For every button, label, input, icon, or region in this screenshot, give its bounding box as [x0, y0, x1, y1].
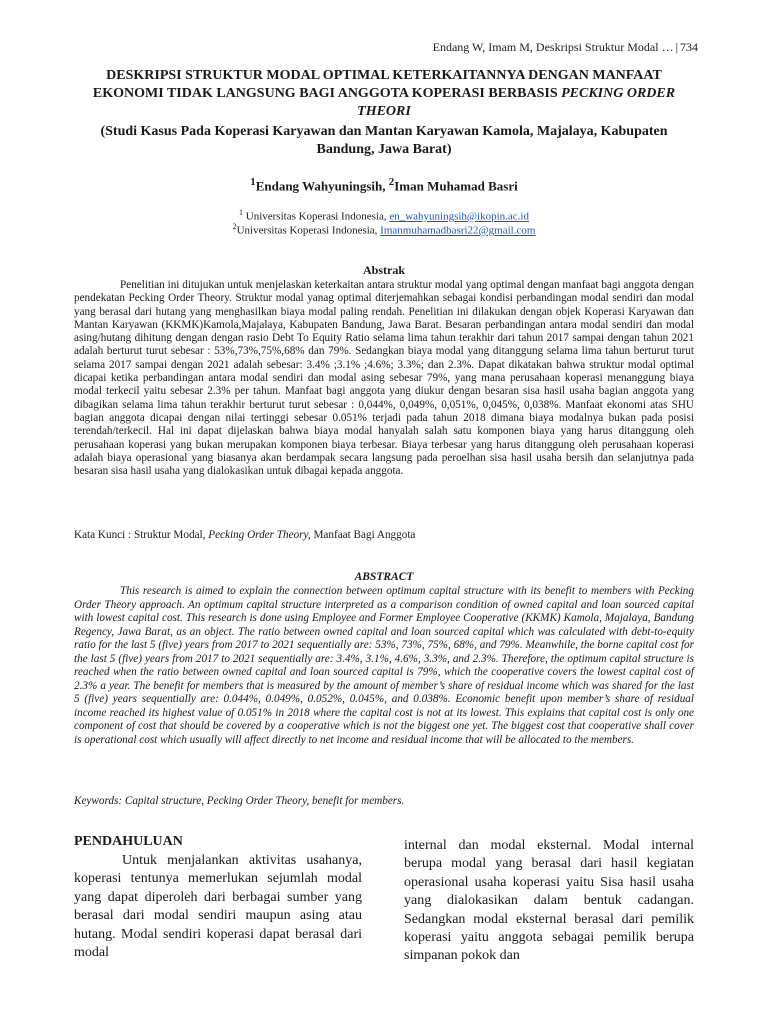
kata-kunci-italic: Pecking Order Theory, [208, 529, 311, 541]
author-1-marker: 1 [250, 176, 256, 188]
author-2-name: Iman Muhamad Basri [394, 178, 518, 194]
keywords-line: Keywords: Capital structure, Pecking Order Theory, benefit for members. [74, 795, 405, 807]
right-column-text: internal dan modal eksternal. Modal internal berupa modal yang berasal dari hasil kegiatan operasional usaha koperasi yaitu Sisa hasil usaha yang dialokasikan dalam bentuk cadangan. Sedangkan modal eksternal berasal dari pemilik koperasi yaitu anggota sebagai pemilik berupa simpanan pokok dan [404, 838, 694, 964]
affiliation-2 [78, 220, 690, 238]
running-header [433, 40, 698, 55]
author-2-marker: 2 [388, 176, 395, 188]
affiliation-1-institution: Universitas Koperasi Indonesia, [243, 210, 390, 223]
kata-kunci-part2: Manfaat Bagi Anggota [310, 529, 416, 541]
author-line [78, 176, 690, 194]
abstract-body: This research is aimed to explain the connection between optimum capital structure with its benefit to members with Pecking Order Theory approach. An optimum capital structure interpreted as a comparison condition of owned capital and loan sourced capital with lowest capital cost. This research is done using Employee and Former Employee Cooperative (KKMK) Kamola, Majalaya, Bandung Regency, Jawa Barat, as an object. The ratio between owned capital and loan sourced capital which was calculated with debt-to-equity ratio for the last 5 (five) years from 2017 to 2021 sequentially are: 53%, 73%, 75%, 68%, and 79%. Meanwhile, the borne capital cost for the last 5 (five) years from 2017 to 2021 sequentially are: 3.4%, 3.1%, 4.6%, 3.3%, and 2.3%. Therefore, the optimum capital structure is reached when the ratio between owned capital and loan sourced capital is 79%, which the cooperative covers the lowest capital cost of 2.3% a year. The benefit for members that is measured by the amount of member’s share of residual income which was shared for the last 5 (five) years sequentially are: 0.044%, 0.049%, 0.052%, 0.045%, and 0.038%. Economic benefit upon member’s share of residual income reached its highest value of 0.051% in 2018 where the capital cost is not at its lowest. This explains that capital cost is only one component of cost that should be covered by a cooperative which is not the biggest one yet. The biggest cost that cooperative shall cover is operational cost which usually will affect directly to net income and residual income that will be allocated to the members. [74, 585, 694, 746]
affiliation-2-marker: 2 [232, 222, 237, 231]
section-heading: PENDAHULUAN [74, 834, 183, 849]
paper-title [78, 67, 690, 121]
kata-kunci-part1: Struktur Modal, [133, 529, 209, 541]
author-1-name: Endang Wahyuningsih, [255, 178, 389, 194]
affiliation-1-marker: 1 [239, 208, 243, 217]
title-italic: PECKING ORDER THEORI [357, 86, 676, 119]
kata-kunci-label: Kata Kunci : [74, 529, 134, 541]
title-main: DESKRIPSI STRUKTUR MODAL OPTIMAL KETERKAITANNYA DENGAN MANFAAT EKONOMI TIDAK LANGSUNG BAGI ANGGOTA KOPERASI BERBASIS [92, 68, 662, 101]
paper-subtitle: (Studi Kasus Pada Koperasi Karyawan dan Mantan Karyawan Kamola, Majalaya, Kabupaten Bandung, Jawa Barat) [100, 124, 668, 157]
kata-kunci-line [74, 529, 694, 541]
abstrak-body: Penelitian ini ditujukan untuk menjelaskan keterkaitan antara struktur modal yang optimal dengan manfaat bagi anggota dengan pendekatan Pecking Order Theory. Struktur modal yanag optimal diterjemahkan sebagai kondisi perbandingan modal sendiri dan modal yang berasal dari hutang yang menghasilkan biaya modal paling rendah. Penelitian ini dilakukan dengan objek Koperasi Karyawan dan Mantan Karyawan (KKMK)Kamola,Majalaya, Kabupaten Bandung, Jawa Barat. Besaran perbandingan antara modal sendiri dan modal asing/hutang dihitung dengan dengan rasio Debt To Equity Ratio selama lima tahun terakhir dari tahun 2017 sampai dengan tahun 2021 adalah berturut turut sebesar : 53%,73%,75%,68% dan 79%. Sedangkan biaya modal yang ditanggung selama lima tahun berturut turut selama 2017 sampai dengan 2021 adalah sebesar: 3.4% ;3.1% ;4.6%; 3.3%; dan 2.3%. Dapat dikatakan bahwa struktur modal optimal dicapai ketika perbandingan antara modal sendiri dan modal asing sebesar 79%, yang mana perusahaan koperasi menanggung biaya modal terkecil yaitu sebesar 2.3% per tahun. Manfaat bagi anggota yang diukur dengan besaran sisa hasil usaha bagian anggota yang dibagikan selama lima tahun terakhir berturut turut sebesar : 0,044%, 0,049%, 0,051%, 0,045%, 0,038%. Manfaat ekonomi atas SHU bagian anggota dicapai dengan nilai tertinggi sebesar 0.051% terjadi pada tahun 2018 dimana biaya modalnya bukan pada posisi terendah/terkecil. Hal ini dapat dijelaskan bahwa biaya modal hanyalah salah satu komponen biaya yang harus ditanggung oleh perusahaan koperasi yang bukan merupakan komponen biaya terbesar. Biaya terbesar yang harus ditanggung oleh perusahaan koperasi adalah biaya operasional yang biasanya akan berdampak secara langsung pada peroelhan sisa hasil usaha bersih dan selanjutnya pada besaran sisa hasil usaha yang dialokasikan untuk dibagai kepada anggota. [74, 279, 694, 478]
affiliation-2-email-link[interactable]: Imanmuhamadbasri22@gmail.com [380, 224, 536, 237]
left-column-text: Untuk menjalankan aktivitas usahanya, koperasi tentunya memerlukan sejumlah modal yang dapat diperoleh dari berbagai sumber yang berasal dari modal sendiri maupun asing atau hutang. Modal sendiri koperasi dapat berasal dari modal [74, 853, 362, 961]
running-head-text: Endang W, Imam M, Deskripsi Struktur Modal … [432, 40, 674, 54]
left-column [74, 834, 362, 962]
affiliation-2-institution: Universitas Koperasi Indonesia, [236, 224, 381, 237]
abstract-heading: ABSTRACT [354, 571, 414, 583]
affiliation-1-email-link[interactable]: en_wahyuningsih@ikopin.ac.id [389, 210, 529, 223]
header-separator: | [675, 40, 678, 54]
abstrak-heading: Abstrak [362, 263, 405, 277]
page-number: 734 [680, 40, 698, 54]
right-column [404, 837, 694, 966]
